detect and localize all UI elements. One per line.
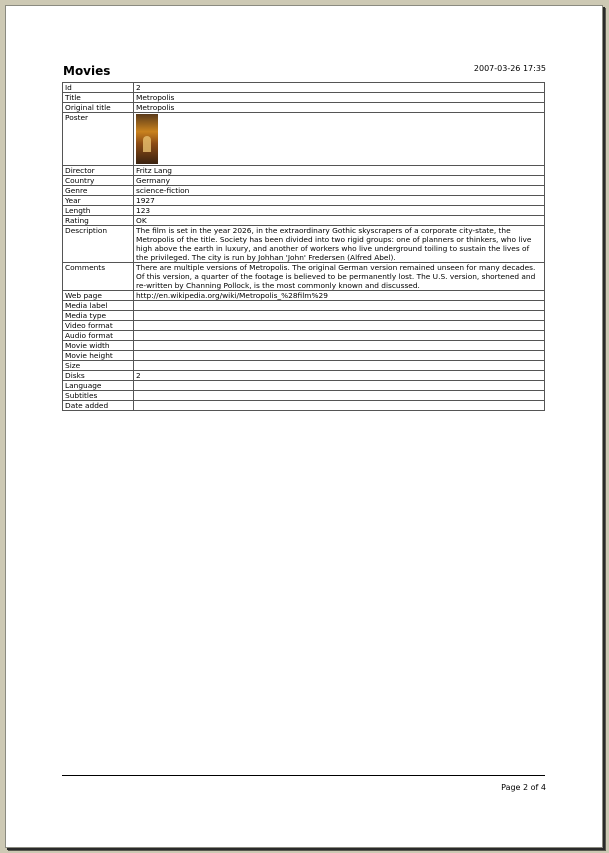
field-label: Date added: [63, 401, 134, 411]
field-value: [134, 381, 545, 391]
field-value: http://en.wikipedia.org/wiki/Metropolis_%28film%29: [134, 291, 545, 301]
field-value: science-fiction: [134, 186, 545, 196]
report-title: Movies: [63, 64, 111, 78]
row-year: [63, 196, 545, 206]
row-audio-format: [63, 331, 545, 341]
field-label: Poster: [63, 113, 134, 166]
field-label: Description: [63, 226, 134, 263]
row-title: [63, 93, 545, 103]
field-label: Language: [63, 381, 134, 391]
footer-divider: [62, 775, 545, 776]
field-label: Movie width: [63, 341, 134, 351]
field-label: Original title: [63, 103, 134, 113]
field-value: Germany: [134, 176, 545, 186]
row-genre: [63, 186, 545, 196]
row-poster: [63, 113, 545, 166]
field-label: Audio format: [63, 331, 134, 341]
field-value: Metropolis: [134, 103, 545, 113]
field-value: 2: [134, 83, 545, 93]
field-value: The film is set in the year 2026, in the extraordinary Gothic skyscrapers of a corporate city-state, the Metropolis of the title. Society has been divided into two rigid groups: one of planners or thinkers, who live high above the earth in luxury, and another of workers who live underground toiling to sustain the lives of the privileged. The city is run by Johhan 'John' Fredersen (Alfred Abel).: [134, 226, 545, 263]
field-value: 1927: [134, 196, 545, 206]
field-value: [134, 341, 545, 351]
field-label: Movie height: [63, 351, 134, 361]
field-value: [134, 331, 545, 341]
field-value: There are multiple versions of Metropolis. The original German version remained unseen for many decades. Of this version, a quarter of the footage is believed to be permanently lost. The U.S. version, shortened and re-written by Channing Pollock, is the most commonly known and discussed.: [134, 263, 545, 291]
field-value: Metropolis: [134, 93, 545, 103]
field-label: Year: [63, 196, 134, 206]
row-movie-width: [63, 341, 545, 351]
poster-image: [136, 114, 158, 164]
field-label: Subtitles: [63, 391, 134, 401]
row-description: [63, 226, 545, 263]
row-media-label: [63, 301, 545, 311]
row-comments: [63, 263, 545, 291]
row-date-added: [63, 401, 545, 411]
row-rating: [63, 216, 545, 226]
field-label: Director: [63, 166, 134, 176]
row-disks: [63, 371, 545, 381]
field-value: [134, 351, 545, 361]
field-label: Media label: [63, 301, 134, 311]
field-label: Web page: [63, 291, 134, 301]
print-preview-page: [5, 5, 603, 848]
field-label: Comments: [63, 263, 134, 291]
field-label: Media type: [63, 311, 134, 321]
row-country: [63, 176, 545, 186]
field-label: Country: [63, 176, 134, 186]
row-language: [63, 381, 545, 391]
row-original-title: [63, 103, 545, 113]
field-value: [134, 301, 545, 311]
row-movie-height: [63, 351, 545, 361]
field-label: Rating: [63, 216, 134, 226]
field-label: Id: [63, 83, 134, 93]
row-director: [63, 166, 545, 176]
field-label: Length: [63, 206, 134, 216]
row-size: [63, 361, 545, 371]
field-label: Size: [63, 361, 134, 371]
row-media-type: [63, 311, 545, 321]
field-value: 123: [134, 206, 545, 216]
field-label: Genre: [63, 186, 134, 196]
field-value: [134, 391, 545, 401]
field-value: [134, 401, 545, 411]
row-web-page: [63, 291, 545, 301]
movie-details-table: [62, 82, 545, 411]
row-subtitles: [63, 391, 545, 401]
row-video-format: [63, 321, 545, 331]
field-value: [134, 321, 545, 331]
field-value: 2: [134, 371, 545, 381]
page-number: Page 2 of 4: [501, 783, 546, 792]
report-timestamp: 2007-03-26 17:35: [473, 64, 546, 73]
field-value: [134, 311, 545, 321]
row-length: [63, 206, 545, 216]
field-value: OK: [134, 216, 545, 226]
row-id: [63, 83, 545, 93]
field-value: [134, 113, 545, 166]
field-value: Fritz Lang: [134, 166, 545, 176]
field-value: [134, 361, 545, 371]
field-label: Video format: [63, 321, 134, 331]
field-label: Disks: [63, 371, 134, 381]
field-label: Title: [63, 93, 134, 103]
